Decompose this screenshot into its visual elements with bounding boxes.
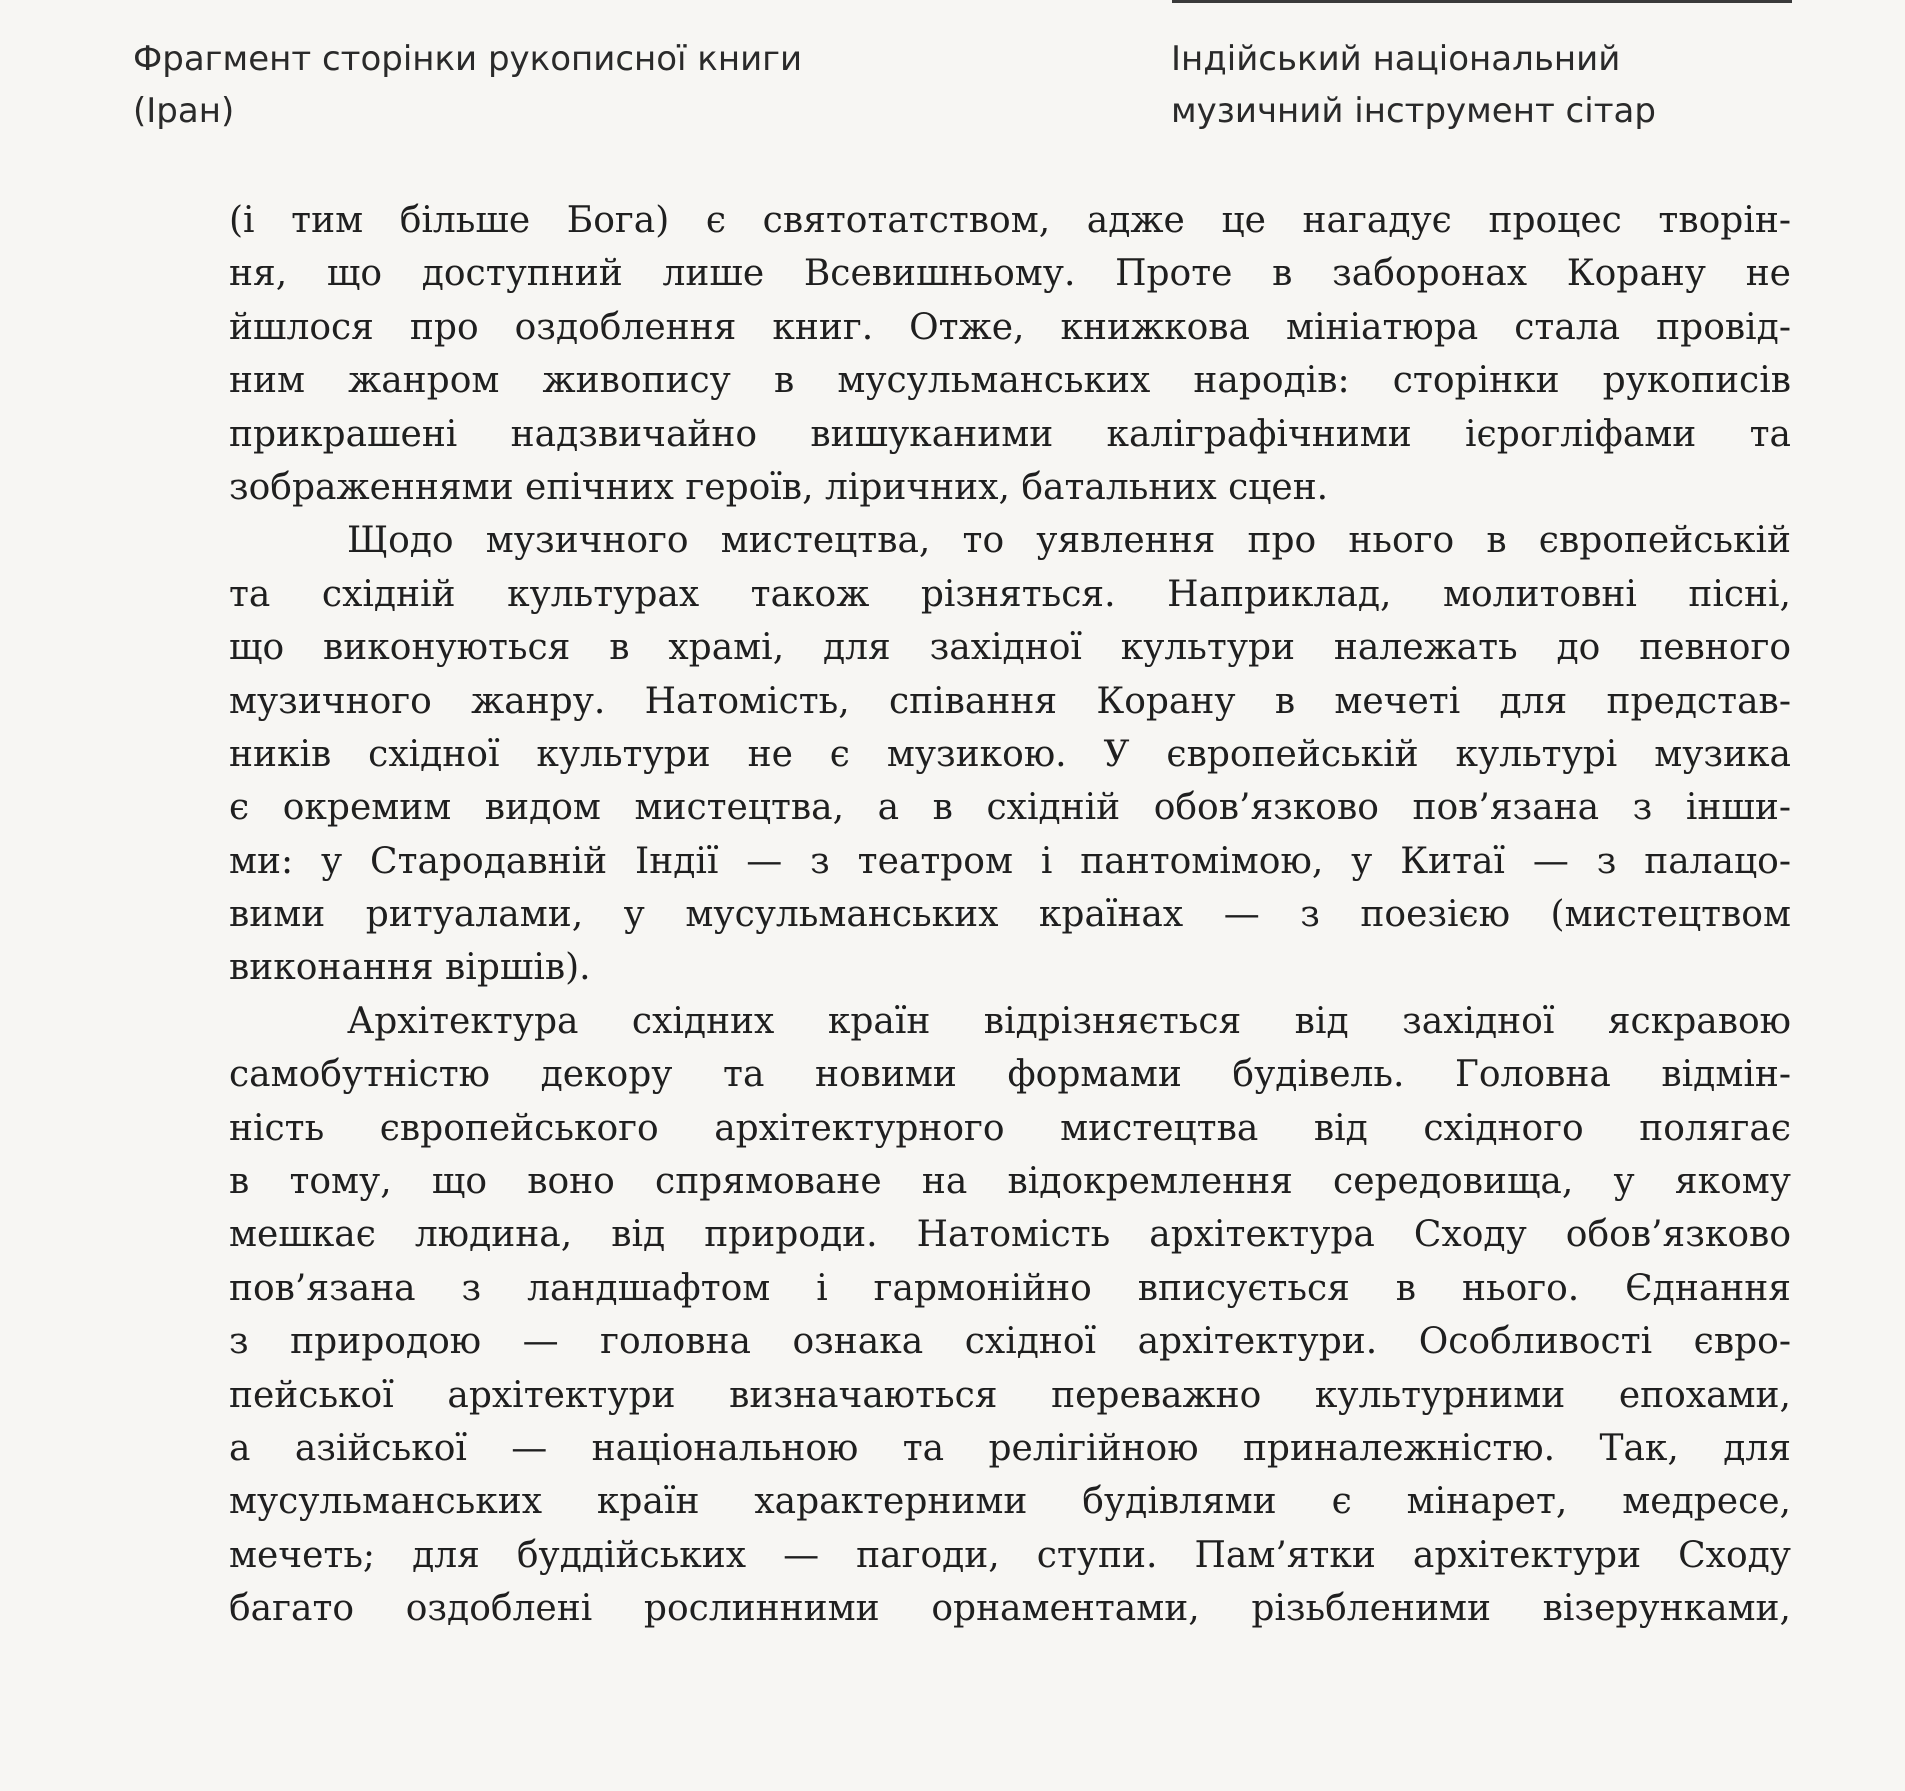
caption-right-line: Індійський національний: [1171, 39, 1621, 79]
caption-right-line: музичний інструмент сітар: [1171, 91, 1656, 131]
text-line: Щодо музичного мистецтва, то уявлення про нього в європейській: [347, 520, 1791, 562]
text-line: ми: у Стародавній Індії — з театром і пантомімою, у Китаї — з палацо-: [229, 840, 1791, 882]
text-line: з природою — головна ознака східної архітектури. Особливості євро-: [229, 1321, 1791, 1363]
text-line: музичного жанру. Натомість, співання Корану в мечеті для представ-: [229, 680, 1791, 722]
text-line: що виконуються в храмі, для західної культури належать до певного: [229, 627, 1791, 669]
text-line: прикрашені надзвичайно вишуканими каліграфічними ієрогліфами та: [229, 413, 1791, 455]
text-line: вими ритуалами, у мусульманських країнах — з поезією (мистецтвом: [229, 894, 1791, 936]
text-line: а азійської — національною та релігійною приналежністю. Так, для: [229, 1427, 1791, 1469]
body-text: [229, 194, 1791, 1636]
caption-left-line: Фрагмент сторінки рукописної книги: [133, 39, 803, 79]
top-rule: [1172, 0, 1792, 3]
paragraph-1: [229, 194, 1791, 514]
text-line: (і тим більше Бога) є святотатством, адже це нагадує процес творін-: [229, 200, 1791, 241]
text-line: йшлося про оздоблення книг. Отже, книжкова мініатюра стала провід-: [229, 306, 1791, 348]
text-line: мешкає людина, від природи. Натомість архітектура Сходу обов’язково: [229, 1214, 1791, 1256]
text-line: мечеть; для буддійських — пагоди, ступи. Пам’ятки архітектури Сходу: [229, 1534, 1791, 1576]
text-line: ників східної культури не є музикою. У європейській культурі музика: [229, 733, 1791, 775]
paragraph-3: [229, 995, 1791, 1636]
text-line: зображеннями епічних героїв, ліричних, батальних сцен.: [229, 466, 1329, 508]
text-line: пов’язана з ландшафтом і гармонійно вписується в нього. Єднання: [229, 1267, 1791, 1309]
text-line: багато оздоблені рослинними орнаментами, різьбленими візерунками,: [229, 1588, 1791, 1630]
text-line: є окремим видом мистецтва, а в східній обов’язково пов’язана з інши-: [229, 787, 1791, 829]
paragraph-2: [229, 514, 1791, 995]
text-line: пейської архітектури визначаються переважно культурними епохами,: [229, 1374, 1791, 1416]
text-line: ним жанром живопису в мусульманських народів: сторінки рукописів: [229, 360, 1791, 402]
text-line: самобутністю декору та новими формами будівель. Головна відмін-: [229, 1054, 1791, 1096]
text-line: виконання віршів).: [229, 947, 591, 989]
caption-left-line: (Іран): [133, 91, 235, 131]
text-line: та східній культурах також різняться. Наприклад, молитовні пісні,: [229, 573, 1791, 615]
caption-right: [1171, 33, 1656, 137]
text-line: Архітектура східних країн відрізняється від західної яскравою: [347, 1000, 1791, 1042]
text-line: ність європейського архітектурного мистецтва від східного полягає: [229, 1107, 1791, 1149]
text-line: мусульманських країн характерними будівлями є мінарет, медресе,: [229, 1481, 1791, 1523]
text-line: ня, що доступний лише Всевишньому. Проте в заборонах Корану не: [229, 253, 1791, 295]
text-line: в тому, що воно спрямоване на відокремлення середовища, у якому: [229, 1161, 1791, 1203]
caption-left: [133, 33, 802, 137]
